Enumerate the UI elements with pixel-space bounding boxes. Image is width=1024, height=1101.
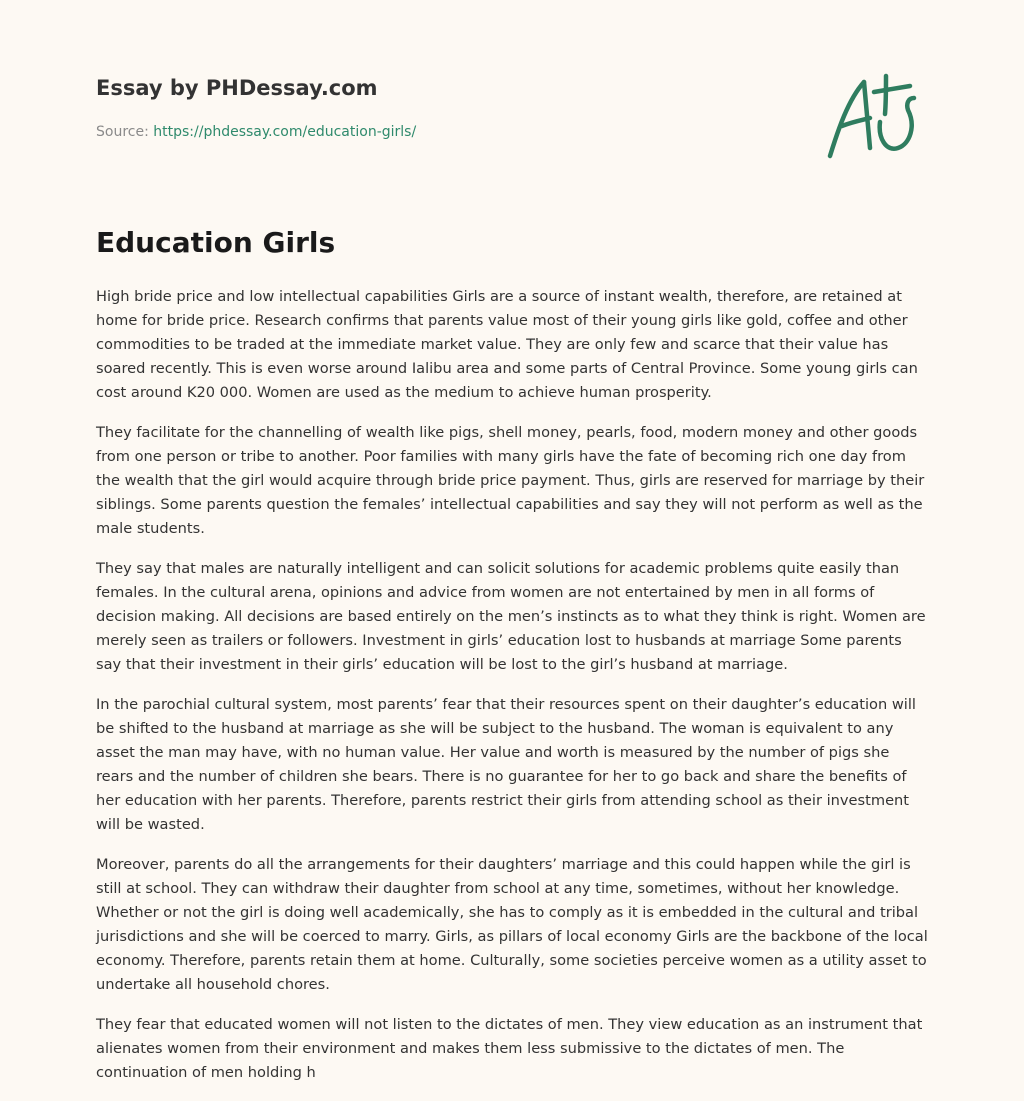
- a-plus-grade-icon: [824, 68, 928, 164]
- source-line: [96, 124, 416, 140]
- essay-paragraph: In the parochial cultural system, most parents’ fear that their resources spent on their daughter’s education will be shifted to the husband at marriage as she will be subject to the husband. The woman is equivalent to any asset the man may have, with no human value. Her value and worth is measured by the number of pigs she rears and the number of children she bears. There is no guarantee for her to go back and share the benefits of her education with her parents. Therefore, parents restrict their girls from attending school as their investment will be wasted.: [96, 696, 916, 833]
- source-link[interactable]: https://phdessay.com/education-girls/: [153, 124, 417, 140]
- site-title: Essay by PHDessay.com: [96, 76, 378, 100]
- source-label: Source:: [96, 124, 154, 140]
- essay-title: Education Girls: [96, 226, 336, 259]
- essay-paragraph: They say that males are naturally intelligent and can solicit solutions for academic problems quite easily than females. In the cultural arena, opinions and advice from women are not entertained by men in all forms of decision making. All decisions are based entirely on the men’s instincts as to what they think is right. Women are merely seen as trailers or followers. Investment in girls’ education lost to husbands at marriage Some parents say that their investment in their girls’ education will be lost to the girl’s husband at marriage.: [96, 560, 926, 673]
- essay-paragraph: High bride price and low intellectual capabilities Girls are a source of instant wealth, therefore, are retained at home for bride price. Research confirms that parents value most of their young girls like gold, coffee and other commodities to be traded at the immediate market value. They are only few and scarce that their value has soared recently. This is even worse around Ialibu area and some parts of Central Province. Some young girls can cost around K20 000. Women are used as the medium to achieve human prosperity.: [96, 288, 918, 401]
- essay-paragraph: They facilitate for the channelling of wealth like pigs, shell money, pearls, food, modern money and other goods from one person or tribe to another. Poor families with many girls have the fate of becoming rich one day from the wealth that the girl would acquire through bride price payment. Thus, girls are reserved for marriage by their siblings. Some parents question the females’ intellectual capabilities and say they will not perform as well as the male students.: [96, 424, 925, 537]
- essay-paragraph: They fear that educated women will not listen to the dictates of men. They view education as an instrument that alienates women from their environment and makes them less submissive to the dictates of men. The continuation of men holding h: [96, 1016, 923, 1081]
- essay-paragraph: Moreover, parents do all the arrangements for their daughters’ marriage and this could happen while the girl is still at school. They can withdraw their daughter from school at any time, sometimes, without her knowledge. Whether or not the girl is doing well academically, she has to comply as it is embedded in the cultural and tribal jurisdictions and she will be coerced to marry. Girls, as pillars of local economy Girls are the backbone of the local economy. Therefore, parents retain them at home. Culturally, some societies perceive women as a utility asset to undertake all household chores.: [96, 856, 928, 993]
- essay-body: [96, 285, 928, 1101]
